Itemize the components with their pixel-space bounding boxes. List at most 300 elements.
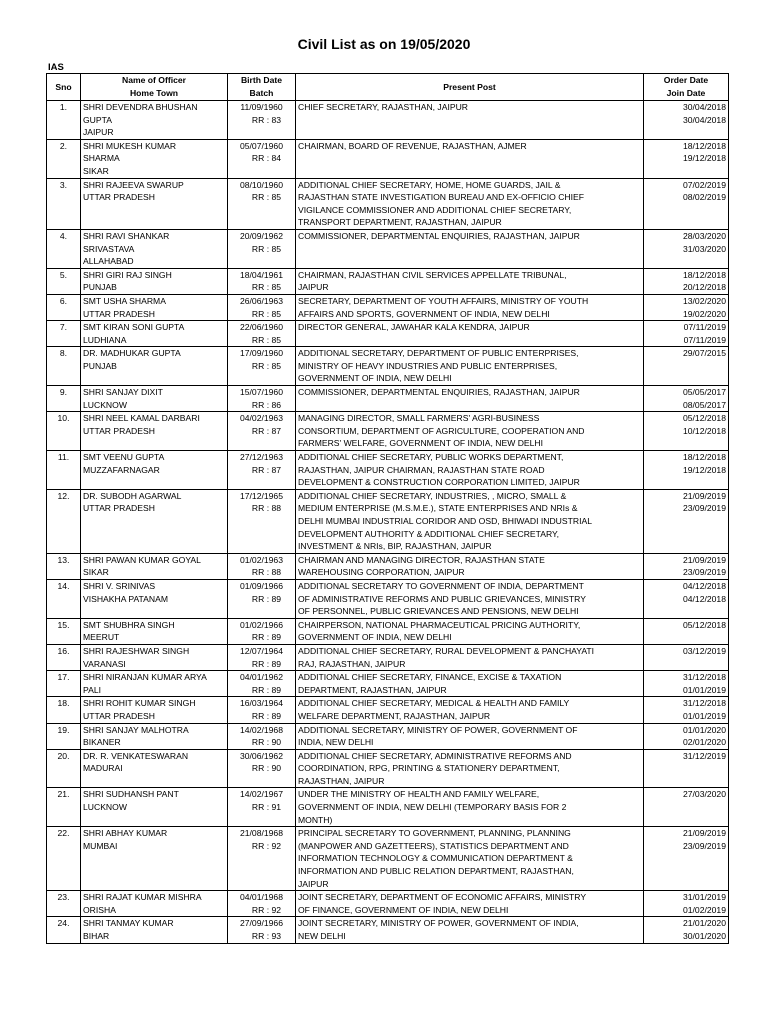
sno-cell [47, 268, 81, 294]
officer-name: SHRI SANJAY DIXIT [83, 387, 163, 398]
order-cell [644, 723, 729, 749]
header-order-date: Order Date [663, 75, 709, 86]
sno-cell [47, 827, 81, 891]
header-officer-name: Name of Officer [122, 75, 186, 86]
officer-cell [81, 229, 228, 268]
table-row [47, 347, 729, 386]
birth-date: 11/09/1960 [240, 102, 283, 112]
present-post: (MANPOWER AND GAZETTEERS), STATISTICS DEPARTMENT AND [298, 840, 569, 851]
present-post: DEVELOPMENT & CONSTRUCTION CORPORATION LIMITED, JAIPUR [298, 477, 580, 488]
present-post: JOINT SECRETARY, DEPARTMENT OF ECONOMIC AFFAIRS, MINISTRY [298, 892, 587, 903]
order-cell [644, 827, 729, 891]
birth-date: 04/01/1962 [239, 672, 283, 683]
birth-date: 01/02/1963 [239, 554, 283, 565]
order-cell [644, 489, 729, 553]
table-body [47, 101, 729, 944]
birth-cell [228, 891, 296, 917]
post-cell [296, 553, 644, 579]
join-date: 02/01/2020 [682, 737, 726, 748]
sno-cell [47, 891, 81, 917]
order-date: 01/01/2020 [682, 724, 726, 735]
serial-number: 10. [57, 413, 70, 424]
home-town: UTTAR PRADESH [83, 425, 155, 436]
officer-name: SHRI V. SRINIVAS [83, 580, 156, 591]
header-batch: Batch [249, 88, 274, 98]
order-cell [644, 579, 729, 618]
birth-cell [228, 827, 296, 891]
home-town: UTTAR PRADESH [83, 710, 155, 721]
officer-cell [81, 579, 228, 618]
order-cell [644, 917, 729, 943]
order-cell [644, 749, 729, 788]
order-cell [644, 451, 729, 490]
birth-cell [228, 321, 296, 347]
home-town: MUMBAI [83, 840, 118, 851]
service-label: IAS [48, 62, 64, 73]
order-date: 05/12/2018 [682, 619, 726, 630]
post-cell [296, 618, 644, 644]
birth-date: 05/07/1960 [239, 140, 283, 151]
serial-number: 8. [59, 348, 68, 359]
present-post: MONTH) [298, 814, 333, 825]
birth-date: 17/12/1965 [239, 490, 283, 501]
officer-cell [81, 451, 228, 490]
present-post: INFORMATION TECHNOLOGY & COMMUNICATION DEPARTMENT & [298, 853, 573, 864]
order-cell [644, 671, 729, 697]
birth-cell [228, 671, 296, 697]
officer-cell [81, 671, 228, 697]
batch: RR : 86 [251, 399, 282, 410]
present-post: CONSORTIUM, DEPARTMENT OF AGRICULTURE, COOPERATION AND [298, 425, 585, 436]
table-row [47, 723, 729, 749]
join-date: 08/02/2019 [682, 192, 726, 203]
post-cell [296, 917, 644, 943]
present-post: INFORMATION AND PUBLIC RELATION DEPARTMENT, RAJASTHAN, [298, 866, 574, 877]
present-post: DELHI MUMBAI INDUSTRIAL CORIDOR AND OSD, BHIWADI INDUSTRIAL [298, 516, 592, 526]
birth-cell [228, 917, 296, 943]
present-post: ADDITIONAL CHIEF SECRETARY, ADMINISTRATIVE REFORMS AND [298, 750, 572, 761]
serial-number: 11. [57, 452, 70, 463]
header-home-town: Home Town [129, 88, 179, 98]
home-town: MEERUT [83, 632, 120, 643]
table-row [47, 788, 729, 827]
batch: RR : 88 [251, 503, 282, 514]
officer-name: SHARMA [83, 153, 120, 164]
birth-date: 04/02/1963 [239, 413, 283, 424]
birth-cell [228, 618, 296, 644]
order-date: 27/03/2020 [682, 789, 726, 800]
officer-cell [81, 489, 228, 553]
sno-cell [47, 749, 81, 788]
officer-cell [81, 644, 228, 670]
serial-number: 9. [59, 387, 68, 398]
order-date: 28/03/2020 [682, 230, 726, 241]
present-post: PRINCIPAL SECRETARY TO GOVERNMENT, PLANNING, PLANNING [298, 828, 571, 839]
post-cell [296, 321, 644, 347]
header-sno: Sno [47, 74, 81, 101]
home-town: UTTAR PRADESH [83, 192, 155, 203]
present-post: CHIEF SECRETARY, RAJASTHAN, JAIPUR [298, 102, 468, 112]
home-town: JAIPUR [83, 127, 114, 138]
serial-number: 3. [59, 179, 68, 190]
join-date: 04/12/2018 [682, 593, 726, 604]
table-row [47, 579, 729, 618]
batch: RR : 88 [251, 567, 282, 578]
join-date: 19/02/2020 [682, 308, 726, 319]
birth-date: 15/07/1960 [239, 387, 283, 398]
join-date: 01/02/2019 [682, 904, 726, 915]
sno-cell [47, 723, 81, 749]
birth-date: 26/06/1963 [239, 295, 283, 306]
officer-name: SHRI SUDHANSH PANT [83, 789, 179, 800]
officer-cell [81, 827, 228, 891]
present-post: INVESTMENT & NRIs, BIP, RAJASTHAN, JAIPUR [298, 541, 492, 552]
present-post: FARMERS' WELFARE, GOVERNMENT OF INDIA, NEW DELHI [298, 438, 544, 449]
order-date: 21/01/2020 [682, 918, 726, 929]
batch: RR : 84 [251, 153, 282, 164]
table-row [47, 827, 729, 891]
present-post: DEVELOPMENT AUTHORITY & ADDITIONAL CHIEF SECRETARY, [298, 528, 560, 539]
order-cell [644, 294, 729, 320]
home-town: PALI [83, 684, 101, 695]
order-date: 04/12/2018 [682, 580, 726, 591]
officer-name: SHRI ROHIT KUMAR SINGH [83, 698, 196, 709]
post-cell [296, 347, 644, 386]
officer-cell [81, 321, 228, 347]
order-cell [644, 321, 729, 347]
birth-cell [228, 723, 296, 749]
batch: RR : 87 [251, 425, 282, 436]
header-join-date: Join Date [666, 88, 706, 98]
present-post: RAJASTHAN, JAIPUR [298, 775, 385, 786]
post-cell [296, 101, 644, 140]
post-cell [296, 386, 644, 412]
birth-cell [228, 579, 296, 618]
batch: RR : 89 [251, 593, 282, 604]
birth-date: 27/12/1963 [239, 452, 283, 463]
officer-name: SRIVASTAVA [83, 243, 135, 254]
officer-name: SHRI NEEL KAMAL DARBARI [83, 413, 200, 424]
officer-name: SHRI MUKESH KUMAR [83, 140, 177, 151]
present-post: CHAIRMAN, BOARD OF REVENUE, RAJASTHAN, AJMER [298, 140, 527, 151]
home-town: SIKAR [83, 567, 109, 578]
home-town: PUNJAB [83, 282, 117, 293]
present-post: UNDER THE MINISTRY OF HEALTH AND FAMILY WELFARE, [298, 789, 540, 800]
present-post: SECRETARY, DEPARTMENT OF YOUTH AFFAIRS, MINISTRY OF YOUTH [298, 295, 589, 306]
header-birth-date: Birth Date [240, 75, 283, 86]
home-town: SIKAR [83, 165, 109, 176]
officer-name: GUPTA [83, 114, 112, 125]
order-date: 05/05/2017 [682, 387, 726, 398]
present-post: AFFAIRS AND SPORTS, GOVERNMENT OF INDIA, NEW DELHI [298, 308, 550, 319]
join-date: 30/04/2018 [682, 114, 726, 125]
batch: RR : 93 [251, 931, 282, 941]
birth-cell [228, 749, 296, 788]
present-post: ADDITIONAL CHIEF SECRETARY, MEDICAL & HEALTH AND FAMILY [298, 698, 570, 709]
officer-cell [81, 412, 228, 451]
batch: RR : 89 [251, 658, 282, 669]
post-cell [296, 788, 644, 827]
order-date: 18/12/2018 [682, 452, 726, 463]
present-post: GOVERNMENT OF INDIA, NEW DELHI (TEMPORARY BASIS FOR 2 [298, 802, 567, 813]
table-row [47, 917, 729, 943]
home-town: ALLAHABAD [83, 256, 134, 267]
post-cell [296, 294, 644, 320]
order-cell [644, 618, 729, 644]
post-cell [296, 451, 644, 490]
serial-number: 21. [57, 789, 70, 800]
serial-number: 20. [57, 750, 70, 761]
present-post: COMMISSIONER, DEPARTMENTAL ENQUIRIES, RAJASTHAN, JAIPUR [298, 387, 580, 398]
officer-name: SHRI NIRANJAN KUMAR ARYA [83, 672, 207, 683]
header-officer [81, 74, 228, 101]
serial-number: 16. [57, 645, 70, 656]
serial-number: 13. [57, 554, 70, 565]
page-title: Civil List as on 19/05/2020 [297, 36, 471, 52]
birth-date: 01/09/1966 [239, 580, 283, 591]
present-post: CHAIRMAN AND MANAGING DIRECTOR, RAJASTHAN STATE [298, 554, 545, 565]
serial-number: 17. [57, 672, 70, 683]
join-date: 20/12/2018 [682, 282, 726, 293]
officer-cell [81, 294, 228, 320]
order-cell [644, 697, 729, 723]
batch: RR : 85 [251, 192, 282, 203]
officer-name: SHRI DEVENDRA BHUSHAN [83, 102, 198, 112]
join-date: 19/12/2018 [682, 153, 726, 164]
post-cell [296, 178, 644, 229]
birth-date: 16/03/1964 [239, 698, 283, 709]
officer-name: SHRI GIRI RAJ SINGH [83, 269, 172, 280]
home-town: ORISHA [83, 904, 116, 915]
post-cell [296, 644, 644, 670]
officer-name: SHRI RAJESHWAR SINGH [83, 645, 190, 656]
batch: RR : 92 [251, 840, 282, 851]
order-date: 13/02/2020 [682, 295, 726, 306]
sno-cell [47, 671, 81, 697]
birth-date: 22/06/1960 [239, 322, 283, 333]
post-cell [296, 749, 644, 788]
home-town: LUCKNOW [83, 802, 127, 813]
serial-number: 4. [59, 230, 68, 241]
present-post: JOINT SECRETARY, MINISTRY OF POWER, GOVERNMENT OF INDIA, [298, 918, 579, 929]
birth-date: 14/02/1967 [239, 789, 283, 800]
birth-date: 20/09/1962 [239, 230, 283, 241]
home-town: MADURAI [83, 763, 123, 774]
birth-cell [228, 788, 296, 827]
join-date: 23/09/2019 [682, 503, 726, 514]
officer-name: SHRI PAWAN KUMAR GOYAL [83, 554, 201, 565]
table-row [47, 618, 729, 644]
officer-cell [81, 788, 228, 827]
join-date: 19/12/2018 [682, 464, 726, 475]
present-post: MEDIUM ENTERPRISE (M.S.M.E.), STATE ENTERPRISES AND NRIs & [298, 503, 578, 514]
table-row [47, 178, 729, 229]
header-birth [228, 74, 296, 101]
serial-number: 14. [57, 580, 70, 591]
join-date: 31/03/2020 [682, 243, 726, 254]
order-date: 21/09/2019 [682, 490, 726, 501]
officer-name: SHRI RAJEEVA SWARUP [83, 179, 184, 190]
sno-cell [47, 451, 81, 490]
header-order [644, 74, 729, 101]
birth-cell [228, 139, 296, 178]
home-town: VISHAKHA PATANAM [83, 593, 169, 604]
order-cell [644, 386, 729, 412]
birth-date: 01/02/1966 [239, 619, 283, 630]
order-cell [644, 347, 729, 386]
sno-cell [47, 618, 81, 644]
officer-name: DR. MADHUKAR GUPTA [83, 348, 181, 359]
officer-cell [81, 917, 228, 943]
header-post: Present Post [296, 74, 644, 101]
officer-name: SHRI SANJAY MALHOTRA [83, 724, 189, 735]
order-date: 31/12/2018 [682, 698, 726, 709]
order-cell [644, 788, 729, 827]
order-date: 31/01/2019 [682, 892, 726, 903]
table-row [47, 321, 729, 347]
present-post: WELFARE DEPARTMENT, RAJASTHAN, JAIPUR [298, 710, 491, 721]
sno-cell [47, 644, 81, 670]
officer-name: SHRI RAJAT KUMAR MISHRA [83, 892, 202, 903]
batch: RR : 89 [251, 684, 282, 695]
birth-date: 30/06/1962 [239, 750, 283, 761]
join-date: 23/09/2019 [682, 567, 726, 578]
present-post: OF FINANCE, GOVERNMENT OF INDIA, NEW DELHI [298, 904, 509, 915]
birth-date: 17/09/1960 [239, 348, 283, 359]
present-post: MINISTRY OF HEAVY INDUSTRIES AND PUBLIC ENTERPRISES, [298, 360, 558, 371]
order-date: 31/12/2019 [682, 750, 726, 761]
sno-cell [47, 489, 81, 553]
birth-date: 21/08/1968 [239, 828, 283, 839]
officer-name: DR. SUBODH AGARWAL [83, 490, 182, 501]
home-town: LUDHIANA [83, 334, 127, 345]
order-date: 18/12/2018 [682, 140, 726, 151]
birth-cell [228, 178, 296, 229]
batch: RR : 85 [251, 308, 282, 319]
birth-cell [228, 386, 296, 412]
batch: RR : 89 [251, 632, 282, 643]
home-town: UTTAR PRADESH [83, 308, 155, 319]
birth-date: 14/02/1968 [239, 724, 283, 735]
table-row [47, 451, 729, 490]
birth-cell [228, 101, 296, 140]
post-cell [296, 229, 644, 268]
serial-number: 18. [57, 698, 70, 709]
birth-date: 08/10/1960 [239, 179, 283, 190]
table-row [47, 553, 729, 579]
officer-cell [81, 268, 228, 294]
officer-cell [81, 749, 228, 788]
order-date: 31/12/2018 [682, 672, 726, 683]
order-date: 18/12/2018 [682, 269, 726, 280]
officer-name: SHRI RAVI SHANKAR [83, 230, 170, 241]
home-town: BIKANER [83, 737, 121, 748]
table-row [47, 294, 729, 320]
present-post: OF ADMINISTRATIVE REFORMS AND PUBLIC GRIEVANCES, MINISTRY [298, 593, 586, 604]
serial-number: 15. [57, 619, 70, 630]
present-post: ADDITIONAL SECRETARY, MINISTRY OF POWER, GOVERNMENT OF [298, 724, 578, 735]
officer-cell [81, 618, 228, 644]
birth-cell [228, 553, 296, 579]
birth-cell [228, 347, 296, 386]
batch: RR : 90 [251, 763, 282, 774]
present-post: ADDITIONAL CHIEF SECRETARY, RURAL DEVELOPMENT & PANCHAYATI [298, 645, 595, 656]
present-post: ADDITIONAL CHIEF SECRETARY, FINANCE, EXCISE & TAXATION [298, 672, 562, 683]
post-cell [296, 579, 644, 618]
table-row [47, 386, 729, 412]
officer-cell [81, 723, 228, 749]
join-date: 07/11/2019 [683, 334, 726, 345]
table-row [47, 697, 729, 723]
present-post: JAIPUR [298, 282, 329, 293]
join-date: 10/12/2018 [682, 425, 726, 436]
sno-cell [47, 917, 81, 943]
home-town: VARANASI [83, 658, 126, 669]
present-post: MANAGING DIRECTOR, SMALL FARMERS' AGRI-BUSINESS [298, 413, 540, 424]
table-row [47, 101, 729, 140]
home-town: LUCKNOW [83, 399, 127, 410]
batch: RR : 85 [251, 282, 282, 293]
table-row [47, 139, 729, 178]
officer-cell [81, 178, 228, 229]
post-cell [296, 671, 644, 697]
batch: RR : 91 [251, 802, 282, 813]
sno-cell [47, 178, 81, 229]
present-post: GOVERNMENT OF INDIA, NEW DELHI [298, 632, 452, 643]
birth-date: 04/01/1968 [239, 892, 283, 903]
birth-cell [228, 697, 296, 723]
home-town: BIHAR [83, 931, 110, 941]
officer-cell [81, 697, 228, 723]
present-post: ADDITIONAL SECRETARY, DEPARTMENT OF PUBLIC ENTERPRISES, [298, 348, 579, 359]
birth-cell [228, 268, 296, 294]
officer-cell [81, 553, 228, 579]
order-cell [644, 229, 729, 268]
birth-cell [228, 451, 296, 490]
batch: RR : 85 [251, 243, 282, 254]
serial-number: 7. [59, 322, 68, 333]
present-post: CHAIRPERSON, NATIONAL PHARMACEUTICAL PRICING AUTHORITY, [298, 619, 581, 630]
join-date: 01/01/2019 [682, 710, 726, 721]
officer-name: SMT USHA SHARMA [83, 295, 166, 306]
order-cell [644, 178, 729, 229]
sno-cell [47, 294, 81, 320]
present-post: DIRECTOR GENERAL, JAWAHAR KALA KENDRA, JAIPUR [298, 322, 530, 333]
post-cell [296, 412, 644, 451]
present-post: ADDITIONAL CHIEF SECRETARY, HOME, HOME GUARDS, JAIL & [298, 179, 561, 190]
officer-name: SMT SHUBHRA SINGH [83, 619, 175, 630]
present-post: ADDITIONAL CHIEF SECRETARY, PUBLIC WORKS DEPARTMENT, [298, 452, 564, 463]
home-town: PUNJAB [83, 360, 117, 371]
serial-number: 2. [59, 140, 68, 151]
officer-name: SHRI TANMAY KUMAR [83, 918, 174, 929]
birth-date: 12/07/1964 [239, 645, 283, 656]
order-cell [644, 644, 729, 670]
home-town: MUZZAFARNAGAR [83, 464, 160, 475]
sno-cell [47, 412, 81, 451]
officer-cell [81, 139, 228, 178]
join-date: 23/09/2019 [682, 840, 726, 851]
order-date: 21/09/2019 [682, 828, 726, 839]
serial-number: 22. [57, 828, 70, 839]
officer-name: SMT KIRAN SONI GUPTA [83, 322, 185, 333]
sno-cell [47, 579, 81, 618]
present-post: RAJASTHAN, JAIPUR CHAIRMAN, RAJASTHAN STATE ROAD [298, 464, 545, 475]
table-row [47, 489, 729, 553]
serial-number: 12. [57, 490, 70, 501]
birth-date: 18/04/1961 [239, 269, 283, 280]
table-header-row [47, 74, 729, 101]
